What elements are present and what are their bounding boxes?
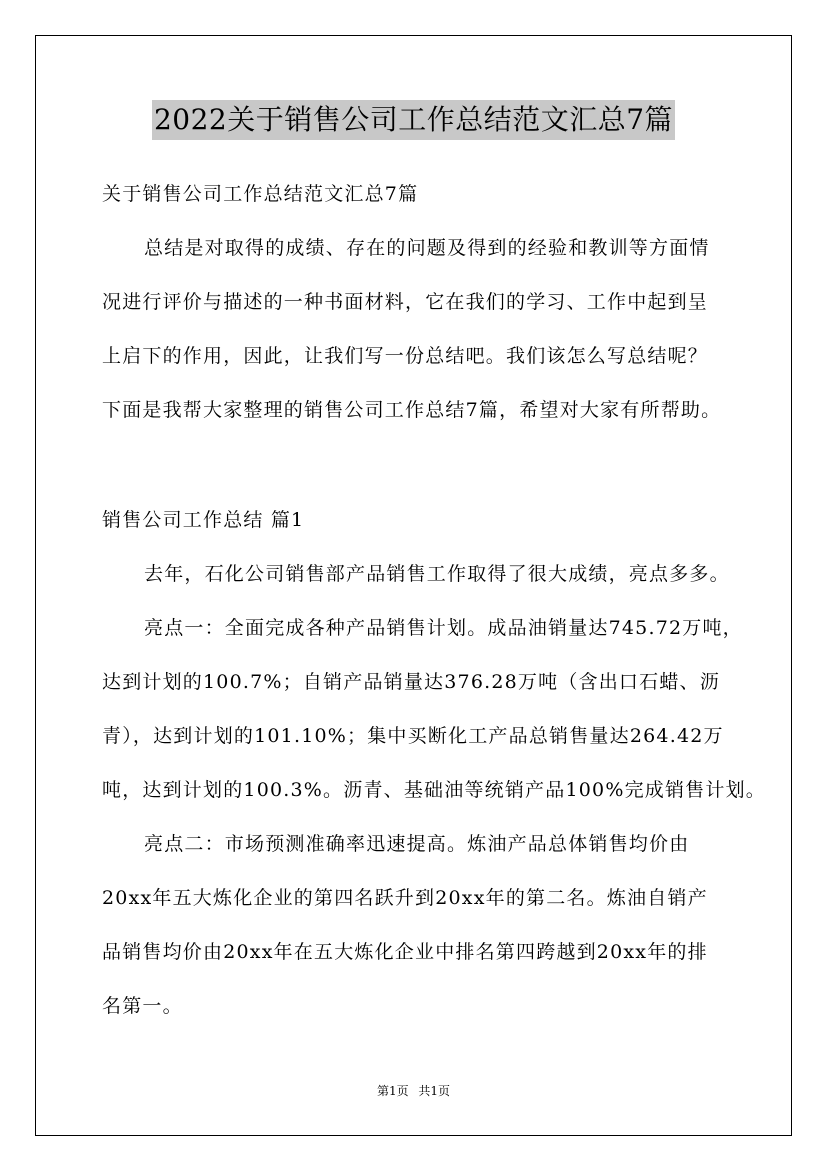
body-line: 名第一。 [102, 995, 183, 1017]
page-number: 第1页 [376, 1084, 409, 1098]
document-subtitle: 关于销售公司工作总结范文汇总7篇 [102, 183, 419, 205]
body-line: 达到计划的100.7%；自销产品销量达376.28万吨（含出口石蜡、沥 [102, 671, 720, 693]
document-title: 2022关于销售公司工作总结范文汇总7篇 [152, 100, 675, 140]
body-line: 20xx年五大炼化企业的第四名跃升到20xx年的第二名。炼油自销产 [102, 887, 708, 909]
body-line: 青），达到计划的101.10%；集中买断化工产品总销售量达264.42万 [102, 725, 724, 747]
intro-line: 上启下的作用，因此，让我们写一份总结吧。我们该怎么写总结呢？ [102, 345, 709, 367]
page-footer [0, 1083, 827, 1099]
section-heading: 销售公司工作总结 篇1 [102, 509, 305, 531]
body-line: 亮点二：市场预测准确率迅速提高。炼油产品总体销售均价由 [144, 833, 690, 855]
body-line: 品销售均价由20xx年在五大炼化企业中排名第四跨越到20xx年的排 [102, 941, 708, 963]
body-line: 吨，达到计划的100.3%。沥青、基础油等统销产品100%完成销售计划。 [102, 779, 766, 801]
title-container [0, 100, 827, 140]
intro-line: 总结是对取得的成绩、存在的问题及得到的经验和教训等方面情 [144, 237, 710, 259]
body-line: 亮点一：全面完成各种产品销售计划。成品油销量达745.72万吨， [144, 617, 743, 639]
intro-line: 下面是我帮大家整理的销售公司工作总结7篇，希望对大家有所帮助。 [102, 399, 722, 421]
page-total: 共1页 [418, 1084, 451, 1098]
body-line: 去年，石化公司销售部产品销售工作取得了很大成绩，亮点多多。 [144, 563, 730, 585]
intro-line: 况进行评价与描述的一种书面材料，它在我们的学习、工作中起到呈 [102, 291, 709, 313]
